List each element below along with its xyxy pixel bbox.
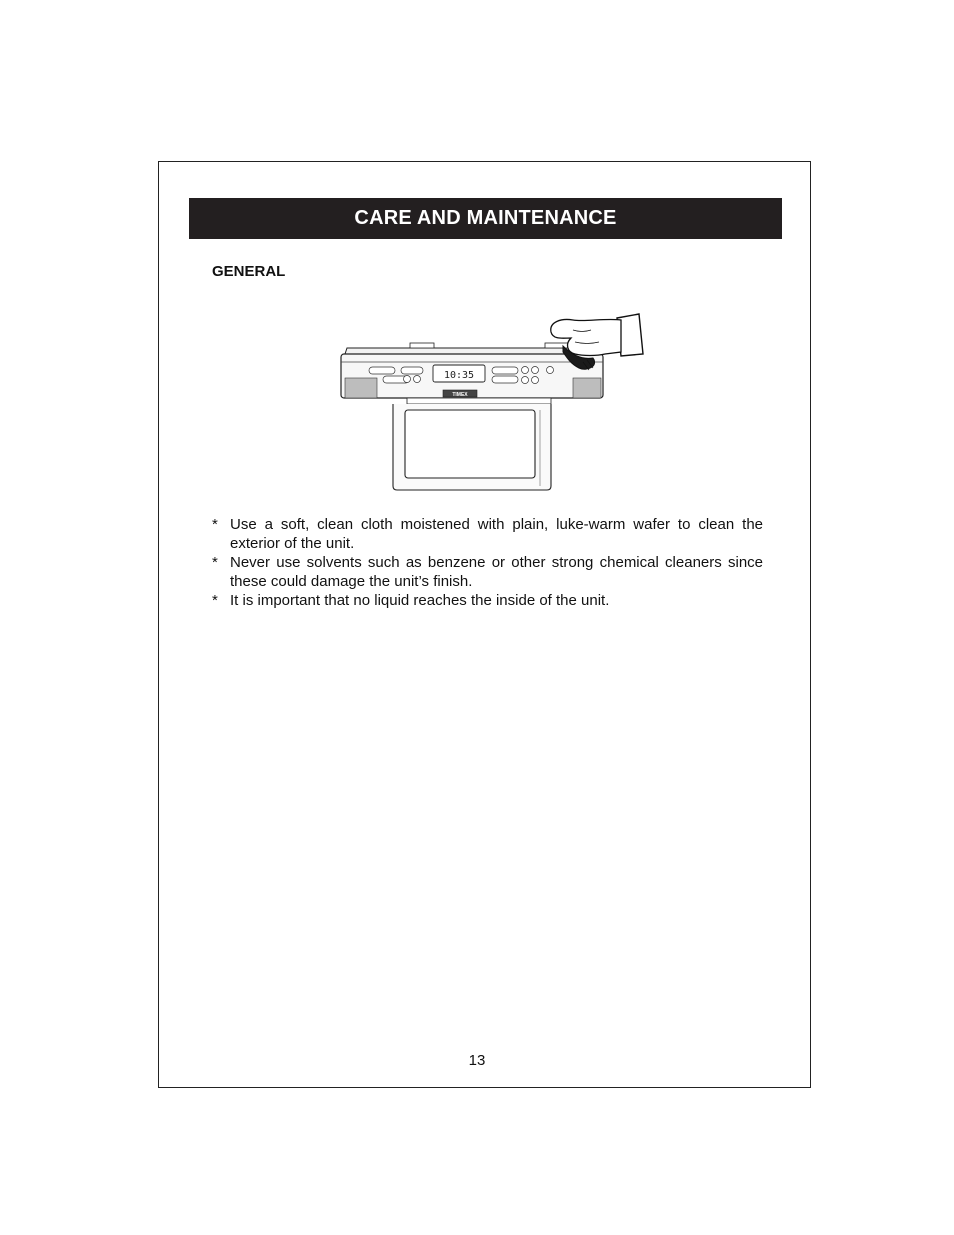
list-item-text: Use a soft, clean cloth moistened with plain, luke-warm wafer to clean the exterior of the unit. (230, 516, 763, 552)
bullet-marker: * (212, 592, 218, 609)
section-heading: GENERAL (212, 263, 286, 280)
page-frame (158, 161, 811, 1088)
care-instructions-list (212, 515, 763, 610)
page-title-bar (189, 198, 782, 239)
list-item (212, 553, 763, 591)
list-item-text: It is important that no liquid reaches the inside of the unit. (230, 592, 610, 609)
device-cleaning-illustration (335, 310, 655, 495)
page-title: CARE AND MAINTENANCE (354, 207, 617, 229)
list-item (212, 591, 763, 610)
brand-label: TIMEX (452, 392, 468, 398)
list-item (212, 515, 763, 553)
bullet-marker: * (212, 554, 218, 571)
device-display-text: 10:35 (443, 370, 475, 381)
bullet-marker: * (212, 516, 218, 533)
list-item-text: Never use solvents such as benzene or other strong chemical cleaners since these could damage the unit’s finish. (230, 554, 763, 590)
page-number: 13 (468, 1052, 486, 1069)
